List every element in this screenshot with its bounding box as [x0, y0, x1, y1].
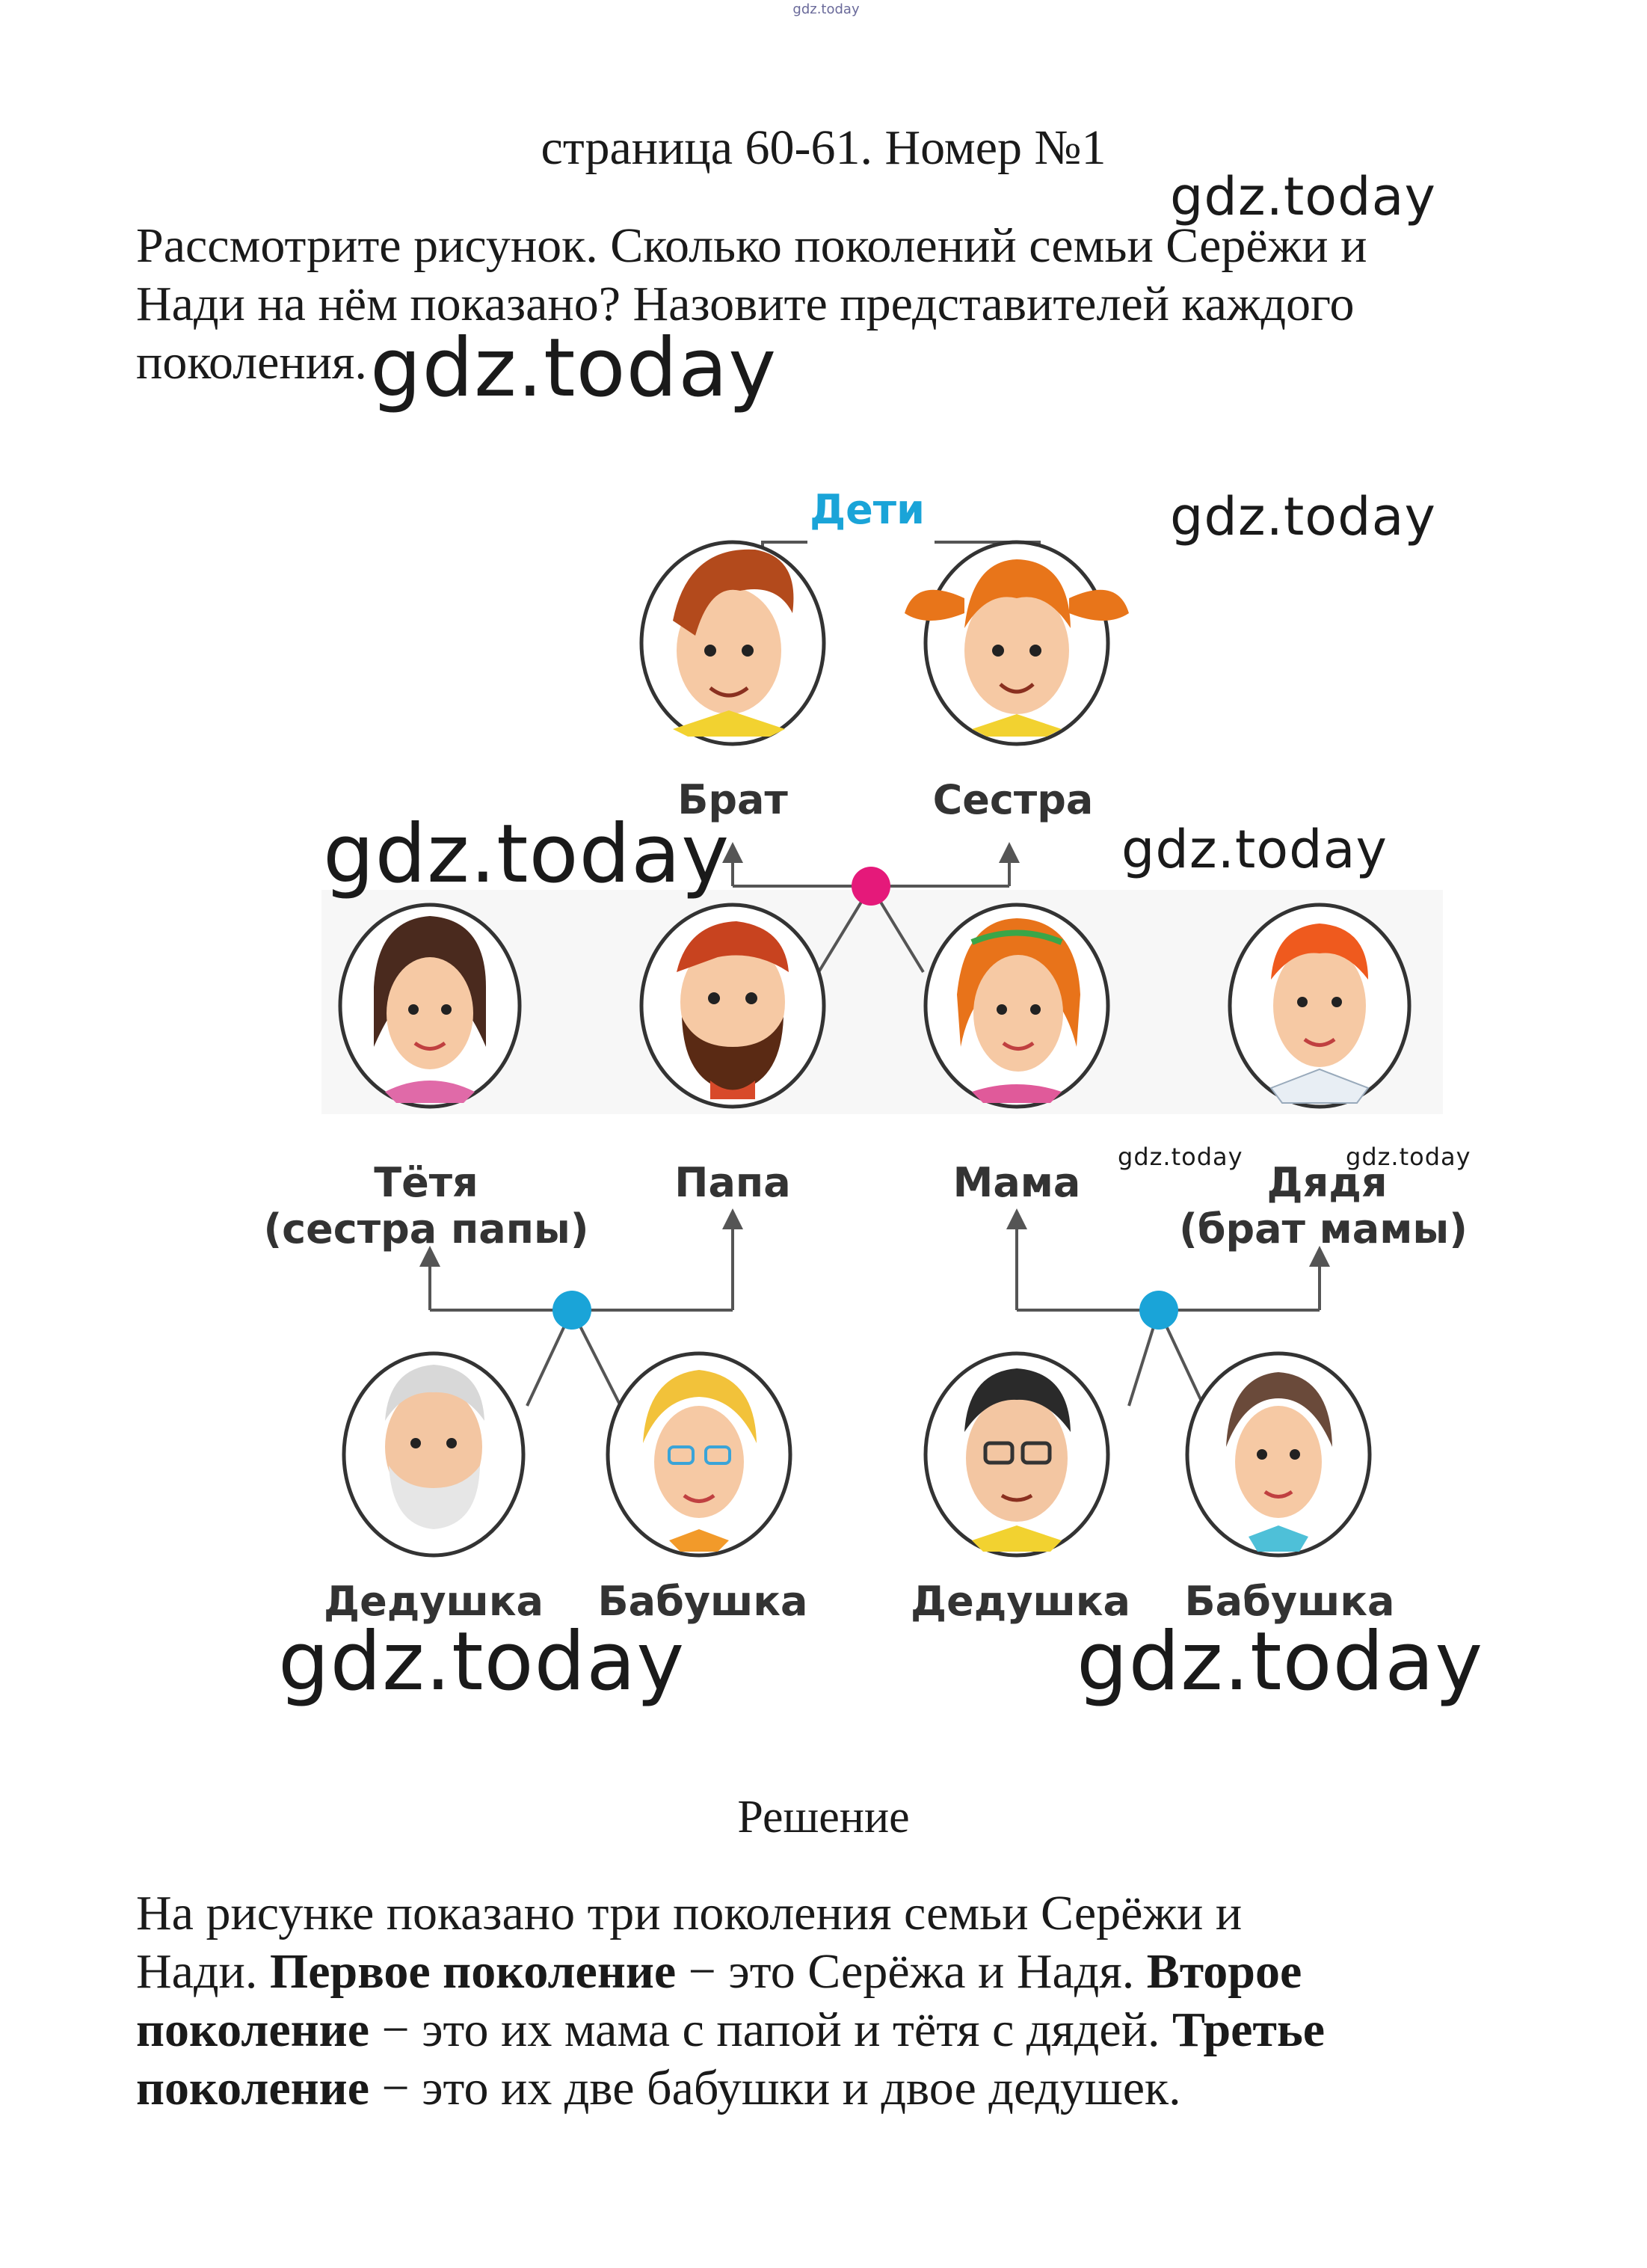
solution-text-run: Нади. [136, 1944, 270, 1999]
mom-label: Мама [952, 1159, 1081, 1206]
watermark-4: gdz.today [323, 808, 730, 901]
first-generation-term: Первое поколение [269, 1944, 677, 1999]
right-grandparents-node [1139, 1291, 1178, 1330]
grandpa-left-portrait [344, 1353, 523, 1555]
left-grandparents-node [552, 1291, 591, 1330]
grandma-left-portrait [608, 1353, 790, 1555]
watermark-1: gdz.today [1170, 166, 1436, 227]
solution-text [136, 1884, 1519, 2118]
dad-label: Папа [674, 1159, 791, 1206]
aunt-label: Тётя [374, 1159, 478, 1206]
solution-text-run: − это Серёжа и Надя. [676, 1944, 1147, 1999]
watermark-3: gdz.today [1170, 486, 1436, 547]
top-watermark: gdz.today [792, 1, 860, 17]
solution-text-run: − это их мама с папой и тётя с дядей. [369, 2003, 1172, 2057]
sister-portrait [905, 542, 1129, 744]
dad-portrait [641, 905, 824, 1107]
task-line-3: поколения. [136, 335, 367, 390]
third-generation-term: Третье [1172, 2003, 1326, 2057]
task-line-1: Рассмотрите рисунок. Сколько поколений семьи Серёжи и [136, 218, 1367, 273]
solution-text-run: − это их две бабушки и двое дедушек. [369, 2061, 1181, 2115]
page-title: страница 60-61. Номер №1 [541, 120, 1106, 175]
solution-line-3 [136, 2001, 1519, 2059]
mom-portrait [926, 905, 1108, 1107]
grandpa-right-label: Дедушка [911, 1578, 1130, 1625]
grandpa-left-label: Дедушка [324, 1578, 544, 1625]
parents-union-node [852, 867, 890, 906]
brother-portrait [641, 542, 824, 744]
sister-label: Сестра [932, 776, 1094, 823]
solution-line-1: На рисунке показано три поколения семьи Серёжи и [136, 1886, 1243, 1940]
grandma-left-label: Бабушка [597, 1578, 808, 1625]
watermark-6: gdz.today [1118, 1143, 1243, 1171]
second-generation-term: Второе [1146, 1944, 1302, 1999]
second-generation-term-cont: поколение [136, 2003, 369, 2057]
watermark-7: gdz.today [1346, 1143, 1471, 1171]
task-line-2: Нади на нём показано? Назовите представителей каждого [136, 277, 1355, 331]
solution-line-2 [136, 1943, 1519, 2001]
grandma-right-portrait [1187, 1353, 1370, 1555]
watermark-9: gdz.today [1077, 1615, 1484, 1709]
solution-line-4 [136, 2059, 1519, 2118]
brother-label: Брат [677, 776, 788, 823]
uncle-portrait [1230, 905, 1409, 1107]
watermark-5: gdz.today [1121, 819, 1388, 880]
third-generation-term-cont: поколение [136, 2061, 369, 2115]
aunt-note: (сестра папы) [263, 1205, 589, 1253]
children-label: Дети [810, 486, 925, 533]
uncle-label: Дядя [1266, 1159, 1388, 1206]
aunt-portrait [340, 905, 520, 1107]
grandpa-right-portrait [926, 1353, 1108, 1555]
solution-heading: Решение [737, 1792, 910, 1843]
watermark-2: gdz.today [370, 322, 778, 415]
watermark-8: gdz.today [278, 1615, 686, 1709]
uncle-note: (брат мамы) [1179, 1205, 1468, 1253]
grandma-right-label: Бабушка [1184, 1578, 1395, 1625]
